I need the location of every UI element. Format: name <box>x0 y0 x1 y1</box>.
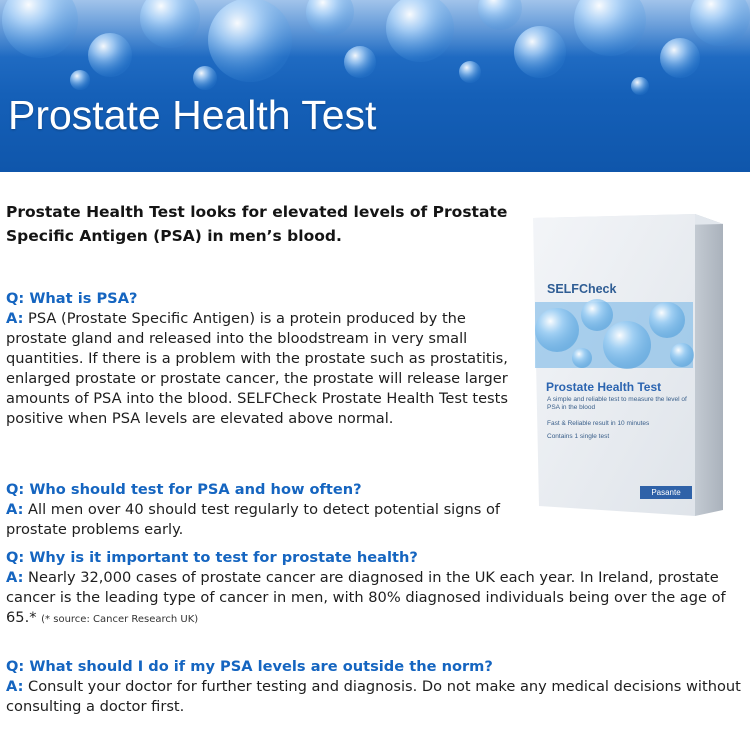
product-description: A simple and reliable test to measure the level of PSA in the blood <box>547 396 687 411</box>
question-heading: Q: Who should test for PSA and how often? <box>6 481 362 498</box>
answer-label: A: <box>6 678 24 695</box>
product-box-image <box>527 210 737 520</box>
product-brand: SELFCheck <box>547 282 617 296</box>
answer-text: Nearly 32,000 cases of prostate cancer are diagnosed in the UK each year. In Ireland, prostate cancer is the leading type of cancer in men, with 80% diagnosed individuals being over the age of 65.* <box>6 569 726 626</box>
product-feature-line: Fast & Reliable result in 10 minutes <box>547 420 650 427</box>
question-heading: Q: Why is it important to test for prostate health? <box>6 549 418 566</box>
answer-text: All men over 40 should test regularly to detect potential signs of prostate problems early. <box>6 501 501 538</box>
qa-item <box>6 548 744 630</box>
qa-item <box>6 480 524 540</box>
answer-text: PSA (Prostate Specific Antigen) is a protein produced by the prostate gland and released into the bloodstream in very small quantities. If there is a problem with the prostate such as prostatitis, enlarged prostate or prostate cancer, the prostate will release larger amounts of PSA into the blood. SELFCheck Prostate Health Test tests positive when PSA levels are elevated above normal. <box>6 310 508 427</box>
header-banner <box>0 0 750 172</box>
question-heading: Q: What should I do if my PSA levels are outside the norm? <box>6 658 493 675</box>
bubbles-decoration <box>0 0 750 172</box>
qa-item <box>6 657 744 717</box>
intro-text: Prostate Health Test looks for elevated levels of Prostate Specific Antigen (PSA) in men’s blood. <box>6 203 508 245</box>
question-heading: Q: What is PSA? <box>6 290 138 307</box>
answer-label: A: <box>6 310 24 327</box>
product-title: Prostate Health Test <box>546 380 662 394</box>
page-title: Prostate Health Test <box>8 92 377 138</box>
product-contents-line: Contains 1 single test <box>547 433 610 440</box>
qa-item <box>6 289 524 429</box>
answer-label: A: <box>6 501 24 518</box>
answer-text: Consult your doctor for further testing and diagnosis. Do not make any medical decisions without consulting a doctor first. <box>6 678 741 715</box>
answer-label: A: <box>6 569 24 586</box>
source-note: (* source: Cancer Research UK) <box>41 614 199 625</box>
maker-logo: Pasante <box>640 486 692 499</box>
